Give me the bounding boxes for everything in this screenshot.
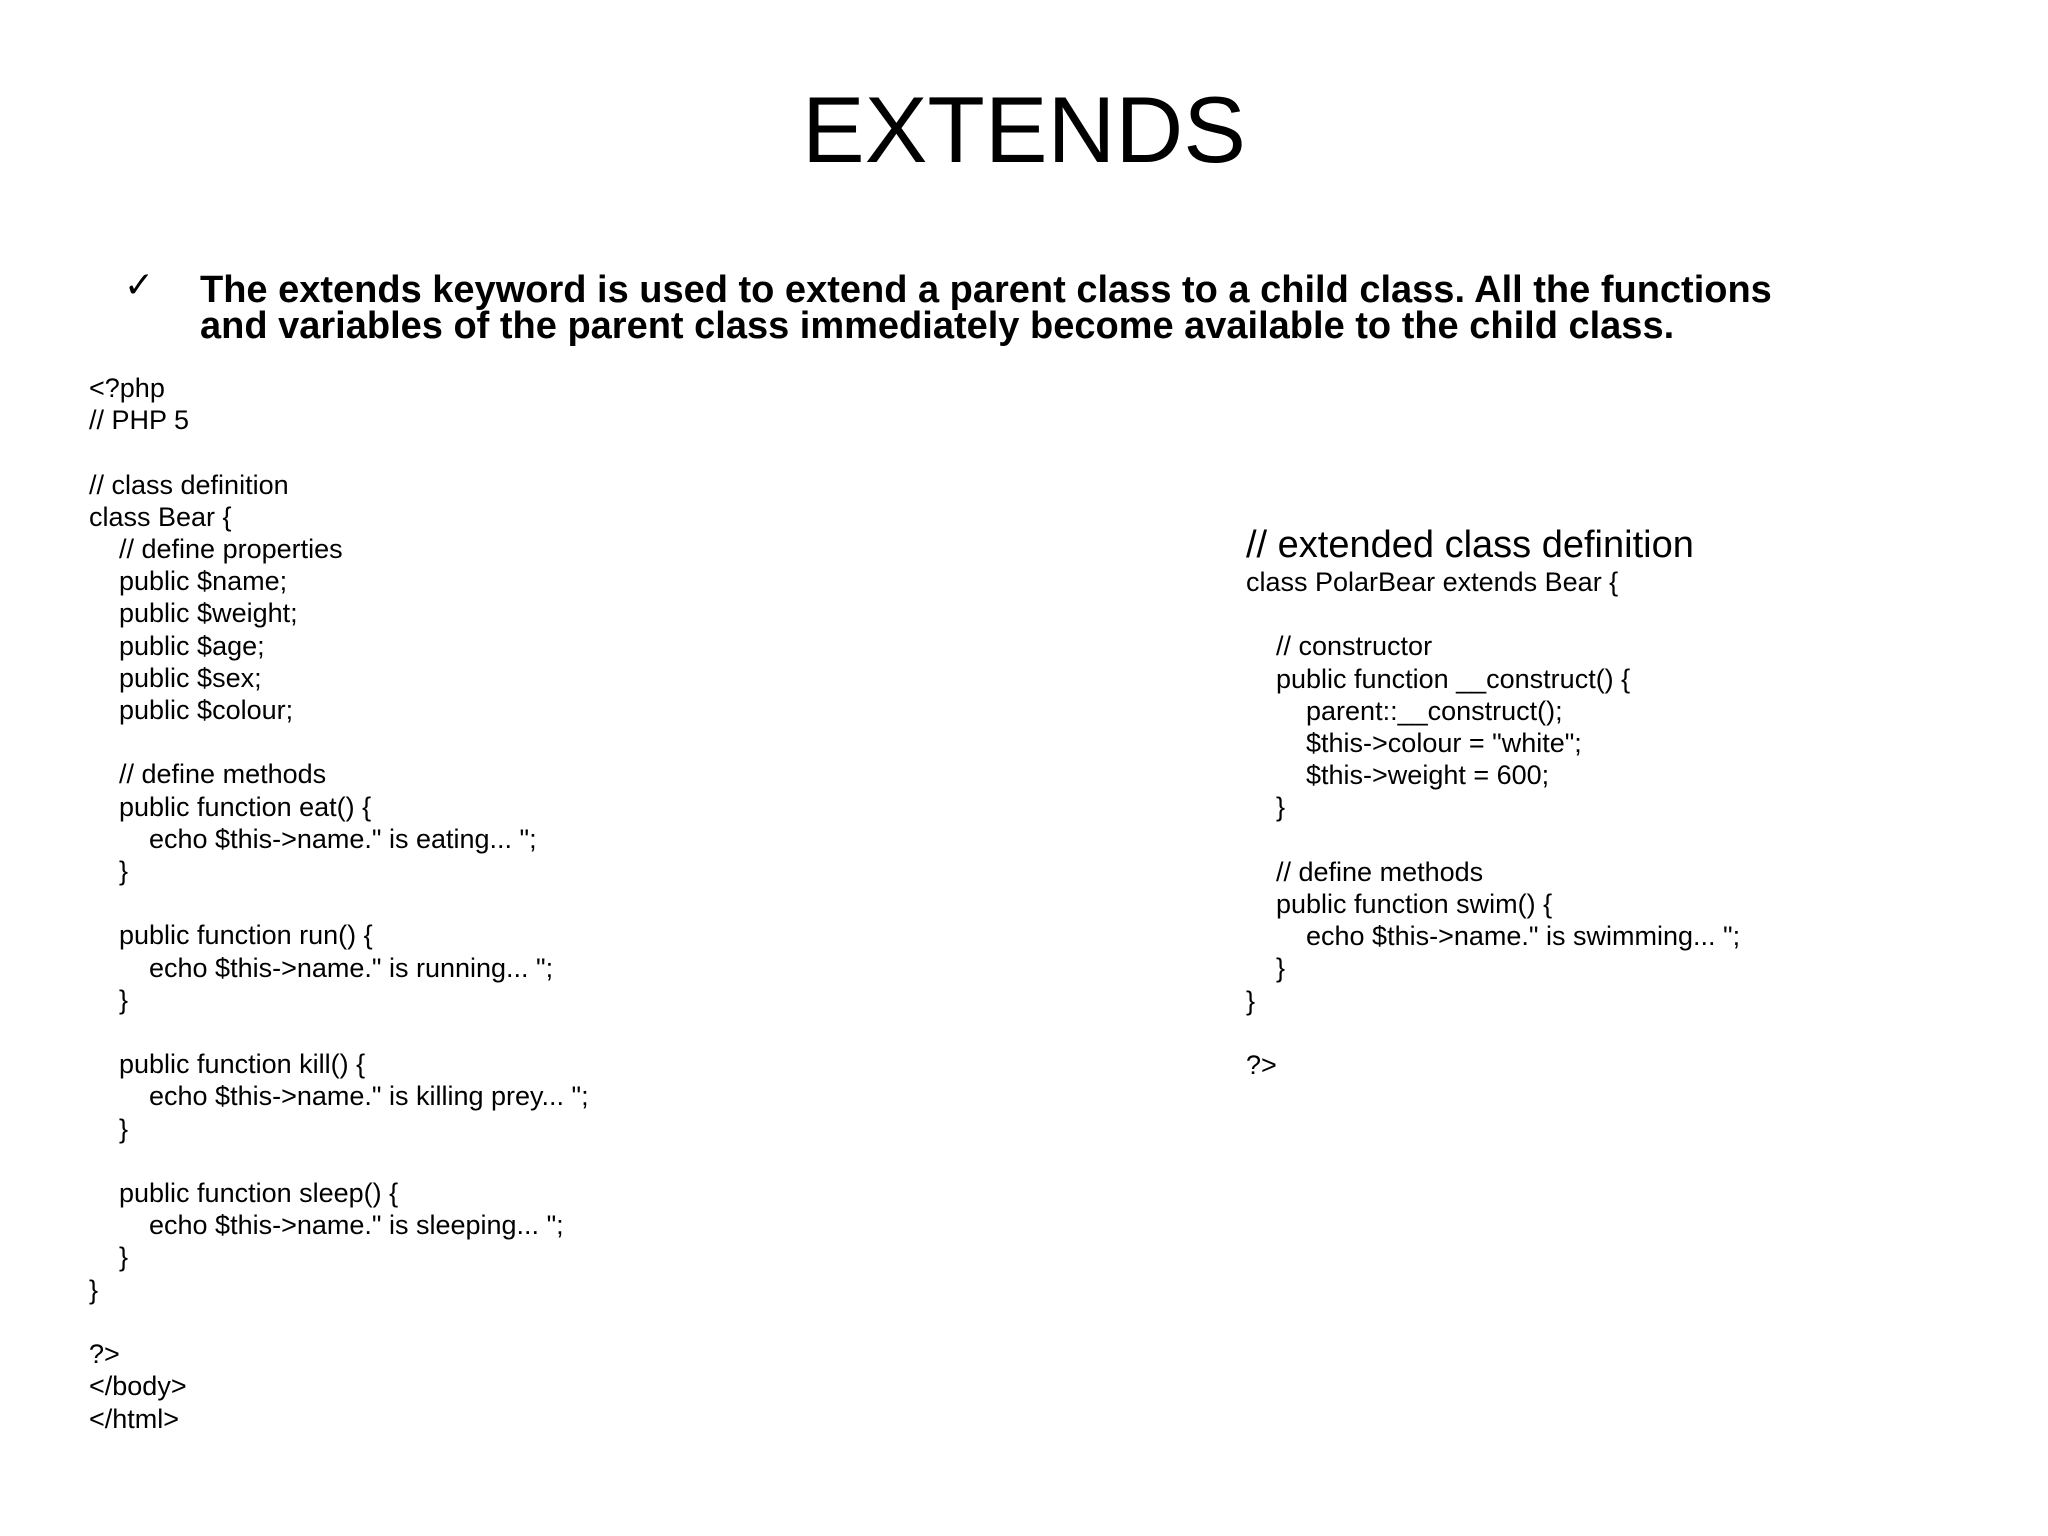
code-line: } [89, 1274, 99, 1305]
code-line: public function __construct() { [1246, 663, 1631, 694]
code-line: echo $this->name." is swimming... "; [1246, 921, 1741, 952]
code-line: parent::__construct(); [1246, 695, 1563, 726]
code-line: class PolarBear extends Bear { [1246, 567, 1619, 597]
code-line: echo $this->name." is eating... "; [89, 823, 537, 854]
code-line: } [89, 984, 129, 1015]
code-line: } [1246, 792, 1286, 823]
code-line: public $age; [89, 630, 265, 661]
code-line: <?php [89, 373, 165, 403]
code-line [89, 436, 589, 468]
code-line: public $colour; [89, 695, 294, 726]
code-line: } [89, 1242, 129, 1273]
code-line: public $weight; [89, 598, 298, 629]
code-line: </body> [89, 1371, 187, 1402]
code-line: // class definition [89, 469, 289, 500]
code-line: public function swim() { [1246, 889, 1553, 920]
code-line: } [89, 1113, 129, 1144]
code-line [89, 1145, 589, 1177]
code-line: // define methods [1246, 856, 1484, 887]
code-line: $this->weight = 600; [1246, 760, 1550, 791]
base-class-code-block [89, 372, 589, 1435]
code-line: public $sex; [89, 662, 262, 693]
code-line: </html> [89, 1403, 180, 1434]
checkmark-icon: ✓ [124, 264, 155, 305]
code-line: class Bear { [89, 501, 232, 532]
code-line: ?> [89, 1339, 120, 1370]
code-line: // PHP 5 [89, 405, 190, 436]
code-line: public function sleep() { [89, 1178, 399, 1209]
code-line [1246, 824, 1740, 856]
code-line [89, 1016, 589, 1048]
bullet-text [200, 269, 1900, 347]
code-line: public function run() { [89, 920, 373, 951]
code-line: } [1246, 953, 1286, 984]
bullet-line: and variables of the parent class immediately become available to the child class. [200, 305, 1675, 347]
slide-title: EXTENDS [802, 77, 1246, 182]
code-line: echo $this->name." is sleeping... "; [89, 1210, 564, 1241]
code-line: public function kill() { [89, 1049, 366, 1080]
code-line: echo $this->name." is killing prey... "; [89, 1081, 589, 1112]
extended-class-code-block [1246, 566, 1740, 1081]
code-line: public function eat() { [89, 791, 372, 822]
code-line: } [89, 856, 129, 887]
code-line: } [1246, 985, 1256, 1016]
code-line [1246, 598, 1740, 630]
code-line: ?> [1246, 1050, 1277, 1081]
code-line [89, 887, 589, 919]
code-line: // define methods [89, 759, 327, 790]
extended-class-heading: // extended class definition [1246, 524, 1694, 566]
code-line: // define properties [89, 534, 343, 565]
code-line: public $name; [89, 566, 288, 597]
code-line: echo $this->name." is running... "; [89, 952, 554, 983]
code-line: // constructor [1246, 631, 1433, 662]
code-line: $this->colour = "white"; [1246, 728, 1582, 759]
code-line [89, 1306, 589, 1338]
code-line [1246, 1017, 1740, 1049]
bullet-line: The extends keyword is used to extend a parent class to a child class. All the functions [200, 269, 1772, 311]
code-line [89, 726, 589, 758]
